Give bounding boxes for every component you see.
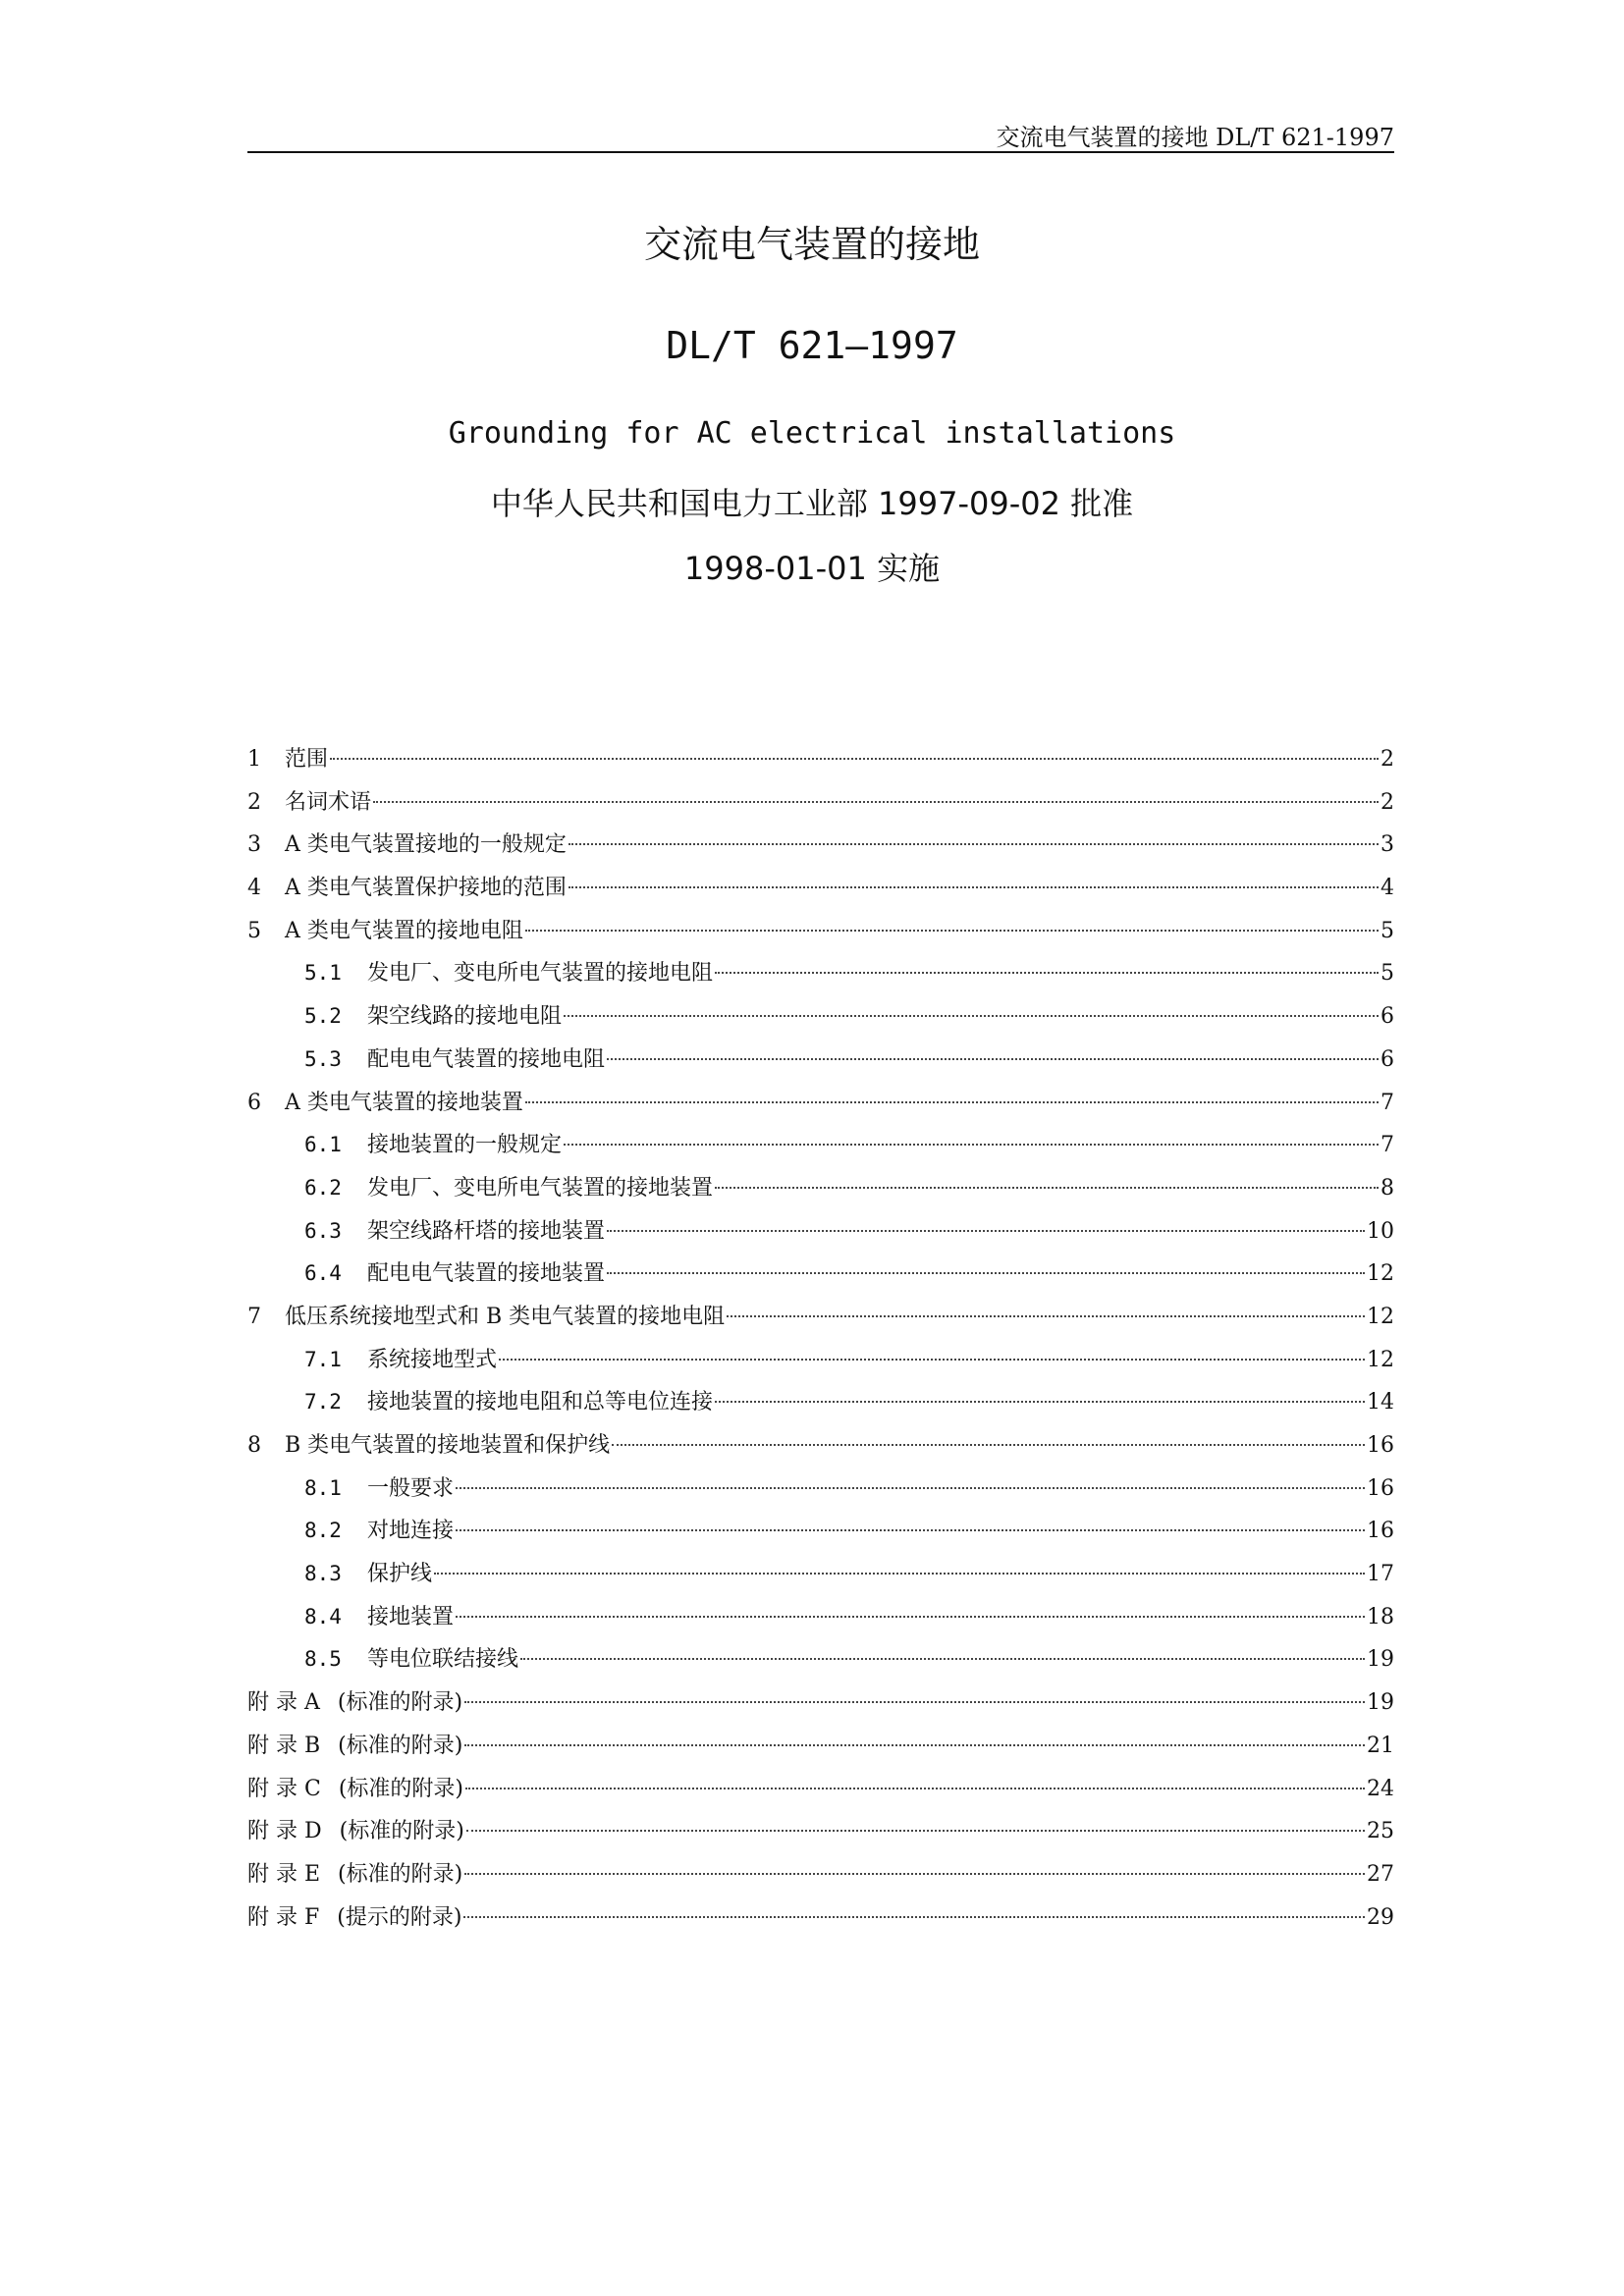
toc-entry-number: 附 录 C [247, 1776, 321, 1801]
toc-entry-number: 8.5 [304, 1647, 342, 1672]
toc-entry[interactable] [247, 910, 1394, 953]
toc-entry[interactable] [247, 781, 1394, 825]
toc-entry-page: 19 [1367, 1647, 1394, 1673]
toc-entry[interactable] [247, 738, 1394, 781]
toc-entry[interactable] [247, 1510, 1394, 1553]
effective-date-line: 1998-01-01 实施 [683, 550, 941, 587]
toc-entry-label: 保护线 [367, 1562, 433, 1587]
toc-entry-page: 2 [1380, 789, 1394, 815]
toc-entry-label: (标准的附录) [338, 1733, 463, 1758]
toc-dot-leader [434, 1573, 1365, 1575]
toc-entry[interactable] [247, 1896, 1394, 1940]
toc-dot-leader [464, 1873, 1365, 1875]
toc-entry-page: 25 [1367, 1819, 1394, 1844]
toc-entry-number: 5 [247, 918, 261, 943]
toc-entry[interactable] [247, 1124, 1394, 1167]
toc-entry-page: 8 [1380, 1175, 1394, 1201]
toc-entry-page: 19 [1367, 1690, 1394, 1716]
toc-entry-label: (标准的附录) [338, 1861, 463, 1887]
toc-dot-leader [568, 843, 1379, 845]
toc-entry-number: 6.2 [304, 1175, 342, 1200]
toc-entry-label: 等电位联结接线 [367, 1647, 519, 1673]
toc-dot-leader [463, 1916, 1365, 1918]
toc-entry-label: (标准的附录) [337, 1690, 463, 1716]
toc-entry-label: 对地连接 [367, 1519, 455, 1544]
running-header [247, 116, 1394, 153]
toc-entry[interactable] [247, 1039, 1394, 1082]
toc-entry-label: 配电电气装置的接地电阻 [367, 1046, 606, 1072]
toc-entry-page: 5 [1380, 961, 1394, 987]
toc-entry-label: 范围 [285, 747, 329, 772]
toc-entry-number: 8.2 [304, 1519, 342, 1543]
toc-entry-number: 7.2 [304, 1390, 342, 1415]
toc-entry-number: 6.4 [304, 1261, 342, 1286]
standard-number: DL/T 621—1997 [666, 324, 958, 367]
toc-dot-leader [499, 1359, 1365, 1361]
toc-dot-leader [456, 1487, 1365, 1489]
toc-entry-page: 16 [1367, 1519, 1394, 1544]
toc-dot-leader [607, 1272, 1365, 1274]
toc-entry-page: 6 [1380, 1004, 1394, 1030]
toc-entry[interactable] [247, 1553, 1394, 1596]
toc-entry[interactable] [247, 952, 1394, 995]
toc-entry-number: 7 [247, 1304, 261, 1329]
toc-entry-label: A 类电气装置保护接地的范围 [285, 876, 567, 901]
toc-entry-page: 21 [1367, 1733, 1394, 1758]
toc-entry-label: 发电厂、变电所电气装置的接地电阻 [367, 961, 714, 987]
toc-dot-leader [568, 886, 1379, 888]
toc-entry[interactable] [247, 1082, 1394, 1125]
toc-entry-label: 低压系统接地型式和 B 类电气装置的接地电阻 [285, 1304, 726, 1329]
toc-dot-leader [525, 930, 1379, 932]
toc-dot-leader [607, 1230, 1365, 1232]
toc-entry-page: 6 [1380, 1046, 1394, 1072]
toc-entry[interactable] [247, 1253, 1394, 1296]
toc-entry-number: 附 录 F [247, 1904, 320, 1930]
toc-entry-page: 18 [1367, 1604, 1394, 1629]
toc-dot-leader [612, 1444, 1365, 1446]
toc-dot-leader [465, 1788, 1365, 1789]
toc-entry-page: 12 [1367, 1347, 1394, 1372]
toc-dot-leader [373, 801, 1379, 803]
document-title: 交流电气装置的接地 [643, 223, 980, 266]
toc-entry-label: (提示的附录) [337, 1904, 462, 1930]
toc-entry-number: 2 [247, 789, 261, 815]
toc-entry-label: A 类电气装置的接地装置 [285, 1090, 523, 1115]
english-title: Grounding for AC electrical installations [448, 416, 1176, 451]
toc-entry[interactable] [247, 1468, 1394, 1511]
toc-entry-number: 附 录 B [247, 1733, 321, 1758]
toc-entry[interactable] [247, 1210, 1394, 1254]
toc-dot-leader [607, 1058, 1379, 1060]
toc-dot-leader [715, 972, 1379, 974]
toc-dot-leader [564, 1144, 1379, 1146]
toc-dot-leader [727, 1315, 1365, 1317]
toc-entry-page: 12 [1367, 1261, 1394, 1287]
toc-dot-leader [466, 1830, 1365, 1832]
toc-entry-page: 10 [1367, 1218, 1394, 1244]
toc-entry-label: 发电厂、变电所电气装置的接地装置 [367, 1175, 714, 1201]
toc-entry-number: 5.3 [304, 1046, 342, 1071]
table-of-contents [247, 738, 1394, 1939]
toc-entry[interactable] [247, 1725, 1394, 1768]
toc-dot-leader [456, 1616, 1365, 1618]
toc-entry-label: 接地装置 [367, 1604, 455, 1629]
toc-dot-leader [520, 1658, 1365, 1660]
toc-entry[interactable] [247, 1768, 1394, 1811]
toc-entry-page: 12 [1367, 1304, 1394, 1329]
toc-dot-leader [464, 1701, 1365, 1703]
toc-entry[interactable] [247, 1381, 1394, 1424]
toc-entry-number: 附 录 D [247, 1819, 322, 1844]
toc-entry-number: 8 [247, 1433, 261, 1458]
toc-entry-number: 6.1 [304, 1133, 342, 1157]
toc-entry-number: 8.1 [304, 1475, 342, 1500]
toc-entry-number: 8.3 [304, 1562, 342, 1586]
toc-entry[interactable] [247, 867, 1394, 910]
toc-entry-number: 附 录 E [247, 1861, 321, 1887]
toc-entry-label: 接地装置的一般规定 [367, 1133, 563, 1158]
toc-entry-page: 3 [1380, 832, 1394, 858]
toc-entry[interactable] [247, 1296, 1394, 1339]
approval-line: 中华人民共和国电力工业部 1997-09-02 批准 [490, 485, 1134, 522]
toc-entry-page: 16 [1367, 1475, 1394, 1501]
toc-entry-label: 系统接地型式 [367, 1347, 498, 1372]
toc-dot-leader [525, 1101, 1379, 1103]
toc-entry[interactable] [247, 1638, 1394, 1682]
toc-dot-leader [330, 758, 1379, 760]
toc-entry-label: 一般要求 [367, 1475, 455, 1501]
toc-entry-label: 架空线路的接地电阻 [367, 1004, 563, 1030]
toc-entry-page: 16 [1367, 1433, 1394, 1458]
toc-entry[interactable] [247, 1339, 1394, 1382]
toc-entry[interactable] [247, 824, 1394, 867]
toc-entry-number: 6.3 [304, 1218, 342, 1243]
toc-dot-leader [456, 1529, 1365, 1531]
toc-entry-page: 2 [1380, 747, 1394, 772]
toc-entry-page: 7 [1380, 1090, 1394, 1115]
toc-entry-number: 5.2 [304, 1004, 342, 1029]
toc-entry-page: 17 [1367, 1562, 1394, 1587]
toc-entry-label: 名词术语 [285, 789, 372, 815]
toc-entry-number: 5.1 [304, 961, 342, 986]
toc-entry[interactable] [247, 1167, 1394, 1210]
toc-entry[interactable] [247, 1810, 1394, 1853]
running-header-title: 交流电气装置的接地 DL/T 621-1997 [996, 124, 1394, 151]
toc-entry-number: 3 [247, 832, 261, 858]
toc-entry-label: A 类电气装置的接地电阻 [285, 918, 523, 943]
toc-entry[interactable] [247, 1682, 1394, 1725]
toc-dot-leader [715, 1401, 1365, 1403]
toc-entry-number: 1 [247, 747, 261, 772]
toc-entry[interactable] [247, 1424, 1394, 1468]
toc-entry-page: 7 [1380, 1133, 1394, 1158]
toc-entry-number: 8.4 [304, 1604, 342, 1629]
toc-entry-label: 架空线路杆塔的接地装置 [367, 1218, 606, 1244]
toc-entry-page: 27 [1367, 1861, 1394, 1887]
toc-entry-number: 6 [247, 1090, 261, 1115]
toc-entry-page: 29 [1367, 1904, 1394, 1930]
toc-entry[interactable] [247, 1596, 1394, 1639]
toc-entry-label: (标准的附录) [339, 1819, 464, 1844]
toc-entry[interactable] [247, 995, 1394, 1039]
toc-entry-page: 14 [1367, 1390, 1394, 1415]
toc-entry[interactable] [247, 1853, 1394, 1896]
toc-entry-number: 7.1 [304, 1347, 342, 1371]
toc-entry-label: (标准的附录) [338, 1776, 463, 1801]
toc-dot-leader [715, 1187, 1379, 1189]
toc-entry-number: 4 [247, 876, 261, 901]
toc-entry-page: 24 [1367, 1776, 1394, 1801]
toc-entry-page: 5 [1380, 918, 1394, 943]
toc-entry-number: 附 录 A [247, 1690, 320, 1716]
toc-dot-leader [564, 1015, 1379, 1017]
toc-entry-label: A 类电气装置接地的一般规定 [285, 832, 567, 858]
toc-entry-label: B 类电气装置的接地装置和保护线 [285, 1433, 611, 1458]
toc-entry-label: 配电电气装置的接地装置 [367, 1261, 606, 1287]
toc-entry-page: 4 [1380, 876, 1394, 901]
toc-entry-label: 接地装置的接地电阻和总等电位连接 [367, 1390, 714, 1415]
toc-dot-leader [464, 1744, 1365, 1746]
